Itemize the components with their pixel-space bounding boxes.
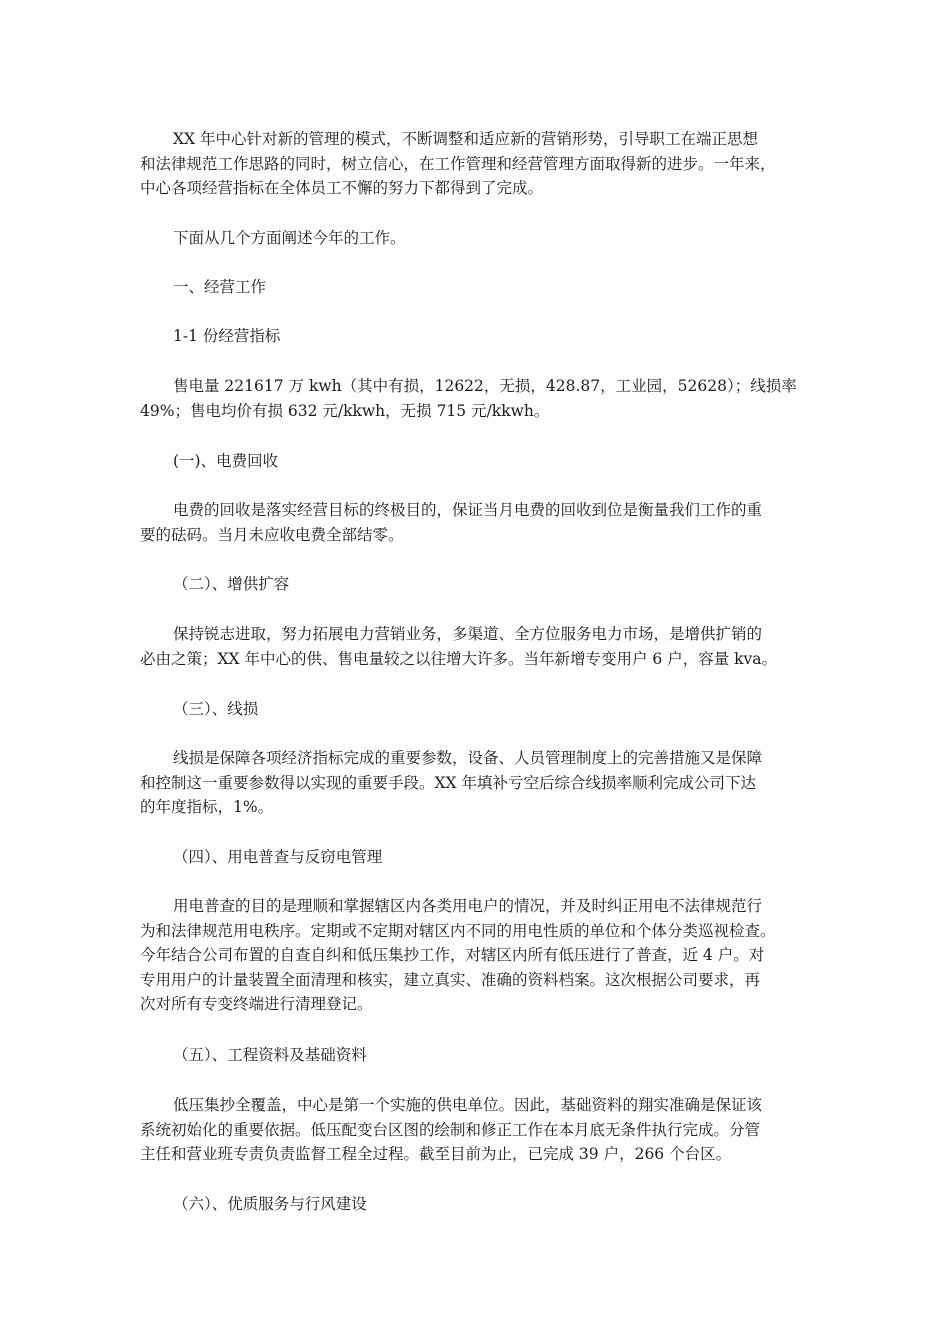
text-line: 保持锐志进取，努力拓展电力营销业务，多渠道、全方位服务电力市场，是增供扩销的 xyxy=(173,625,763,643)
text-line: 1-1 份经营指标 xyxy=(173,327,281,345)
text-line: 线损是保障各项经济指标完成的重要参数，设备、人员管理制度上的完善措施又是保障 xyxy=(173,749,763,767)
text-line: 专用用户的计量装置全面清理和核实，建立真实、准确的资料档案。这次根据公司要求，再 xyxy=(140,970,761,989)
text-line: 49%；售电均价有损 632 元/kkwh，无损 715 元/kkwh。 xyxy=(140,401,550,420)
text-line: 必由之策；XX 年中心的供、售电量较之以往增大许多。当年新增专变用户 6 户，容量 kva。 xyxy=(140,649,778,668)
paragraph-body xyxy=(140,498,820,547)
subsection-heading xyxy=(140,1192,820,1217)
text-line: 售电量 221617 万 kwh（其中有损，12622，无损，428.87，工业园，52628）；线损率 xyxy=(173,377,797,395)
paragraph-body xyxy=(140,746,820,820)
subsection-heading xyxy=(140,572,820,597)
paragraph-body xyxy=(140,894,820,1017)
text-line: XX 年中心针对新的管理的模式，不断调整和适应新的营销形势，引导职工在端正思想 xyxy=(173,130,758,148)
text-line: （三）、线损 xyxy=(173,700,259,718)
text-line: 主任和营业班专责负责监督工程全过程。截至目前为止，已完成 39 户，266 个台区。 xyxy=(140,1145,732,1163)
text-line: （六）、优质服务与行风建设 xyxy=(173,1195,367,1213)
subsection-heading xyxy=(140,449,820,474)
text-line: 次对所有专变终端进行清理登记。 xyxy=(140,995,373,1013)
text-line: （五）、工程资料及基础资料 xyxy=(173,1046,367,1064)
paragraph-body xyxy=(140,622,820,671)
subsection-heading xyxy=(140,845,820,870)
text-line: 电费的回收是落实经营目标的终极目的，保证当月电费的回收到位是衡量我们工作的重 xyxy=(173,501,763,519)
paragraph-intro xyxy=(140,127,820,201)
text-line: 和法律规范工作思路的同时，树立信心，在工作管理和经营管理方面取得新的进步。一年来， xyxy=(140,154,776,173)
section-heading xyxy=(140,275,820,300)
text-line: 的年度指标，1%。 xyxy=(140,798,274,816)
text-line: 下面从几个方面阐述今年的工作。 xyxy=(173,229,406,247)
text-line: 系统初始化的重要依据。低压配变台区图的绘制和修正工作在本月底无条件执行完成。分管 xyxy=(140,1120,761,1139)
text-line: 用电普查的目的是理顺和掌握辖区内各类用电户的情况，并及时纠正用电不法律规范行 xyxy=(173,897,763,915)
paragraph-indicators xyxy=(140,374,820,423)
paragraph-overview xyxy=(140,226,820,251)
subsection-heading xyxy=(140,1043,820,1068)
text-line: 低压集抄全覆盖，中心是第一个实施的供电单位。因此，基础资料的翔实准确是保证该 xyxy=(173,1096,763,1114)
text-line: （二）、增供扩容 xyxy=(173,575,290,593)
text-line: 要的砝码。当月未应收电费全部结零。 xyxy=(140,525,404,544)
indicators-title xyxy=(140,324,820,349)
text-line: 中心各项经营指标在全体员工不懈的努力下都得到了完成。 xyxy=(140,179,544,197)
paragraph-body xyxy=(140,1093,820,1167)
text-line: 一、经营工作 xyxy=(173,278,267,296)
text-line: 和控制这一重要参数得以实现的重要手段。XX 年填补亏空后综合线损率顺利完成公司下达 xyxy=(140,773,756,792)
text-line: 今年结合公司布置的自查自纠和低压集抄工作，对辖区内所有低压进行了普查，近 4 户。对 xyxy=(140,946,765,964)
text-line: （四）、用电普查与反窃电管理 xyxy=(173,848,383,866)
text-line: 为和法律规范用电秩序。定期或不定期对辖区内不同的用电性质的单位和个体分类巡视检查。 xyxy=(140,921,776,940)
subsection-heading xyxy=(140,697,820,722)
text-line: (一)、电费回收 xyxy=(173,452,279,470)
